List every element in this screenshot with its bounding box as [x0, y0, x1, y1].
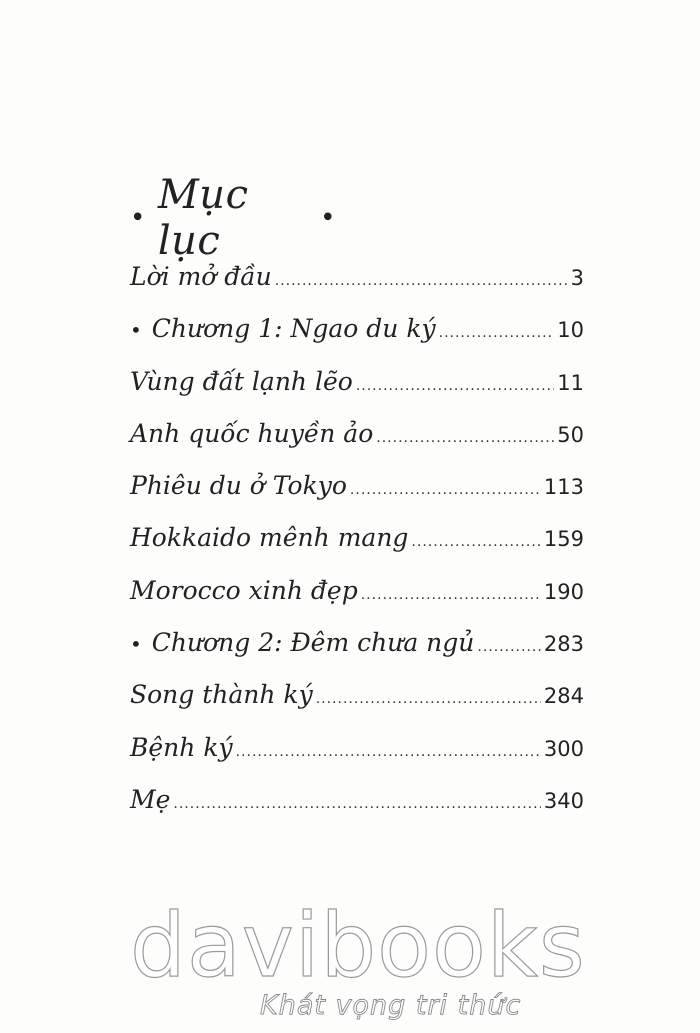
- toc-entry-page: 11: [557, 370, 584, 395]
- toc-entry-label: Chương 1: Ngao du ký: [151, 314, 436, 344]
- toc-entry-chuong-2: [130, 628, 584, 680]
- toc-entry-morocco-xinh-dep: [130, 576, 584, 628]
- watermark-tagline: Khát vọng tri thức: [260, 990, 522, 1021]
- title-bullet-left: •: [130, 203, 146, 233]
- toc-entry-loi-mo-dau: [130, 262, 584, 314]
- toc-entry-label: Morocco xinh đẹp: [130, 575, 358, 605]
- chapter-bullet: •: [130, 318, 142, 343]
- toc-entry-label: Vùng đất lạnh lẽo: [130, 366, 353, 396]
- toc-entry-anh-quoc-huyen-ao: [130, 419, 584, 471]
- watermark-brand: davibooks: [130, 894, 586, 997]
- toc-entry-page: 300: [543, 736, 584, 761]
- dot-leader: [350, 482, 541, 498]
- toc-entry-vung-dat-lanh-leo: [130, 367, 584, 419]
- toc-entry-page: 284: [543, 684, 584, 709]
- toc-entry-page: 113: [543, 475, 584, 500]
- toc-entry-hokkaido-menh-mang: [130, 523, 584, 575]
- toc-entry-label: Bệnh ký: [130, 732, 233, 762]
- toc-entry-label: Mẹ: [130, 784, 171, 814]
- toc-entry-page: 50: [557, 422, 584, 447]
- toc-entry-page: 10: [557, 318, 584, 343]
- dot-leader: [236, 744, 541, 760]
- dot-leader: [361, 587, 541, 603]
- dot-leader: [439, 325, 555, 341]
- dot-leader: [173, 796, 541, 812]
- toc-entry-label: Hokkaido mênh mang: [130, 523, 409, 553]
- chapter-bullet: •: [130, 632, 142, 657]
- table-of-contents: [130, 262, 584, 837]
- toc-entry-page: 340: [543, 788, 584, 813]
- toc-entry-label: Phiêu du ở Tokyo: [130, 471, 347, 501]
- title-bullet-right: •: [320, 203, 336, 233]
- dot-leader: [376, 430, 554, 446]
- toc-entry-page: 3: [570, 266, 584, 290]
- toc-entry-label: Chương 2: Đêm chưa ngủ: [151, 628, 475, 658]
- toc-entry-label: Song thành ký: [130, 680, 313, 710]
- toc-entry-label: Lời mở đầu: [130, 262, 272, 291]
- dot-leader: [275, 273, 568, 289]
- dot-leader: [356, 378, 554, 394]
- toc-entry-me: [130, 785, 584, 837]
- toc-entry-song-thanh-ky: [130, 680, 584, 732]
- toc-entry-chuong-1: [130, 314, 584, 366]
- title-text: Mục lục: [157, 172, 249, 264]
- page-title: [118, 172, 348, 264]
- toc-entry-label: Anh quốc huyền ảo: [130, 418, 374, 448]
- dot-leader: [411, 534, 540, 550]
- toc-entry-phieu-du-o-tokyo: [130, 471, 584, 523]
- toc-entry-page: 159: [543, 527, 584, 552]
- dot-leader: [316, 691, 541, 707]
- toc-entry-page: 283: [543, 632, 584, 657]
- toc-entry-page: 190: [543, 579, 584, 604]
- dot-leader: [477, 639, 541, 655]
- toc-entry-benh-ky: [130, 733, 584, 785]
